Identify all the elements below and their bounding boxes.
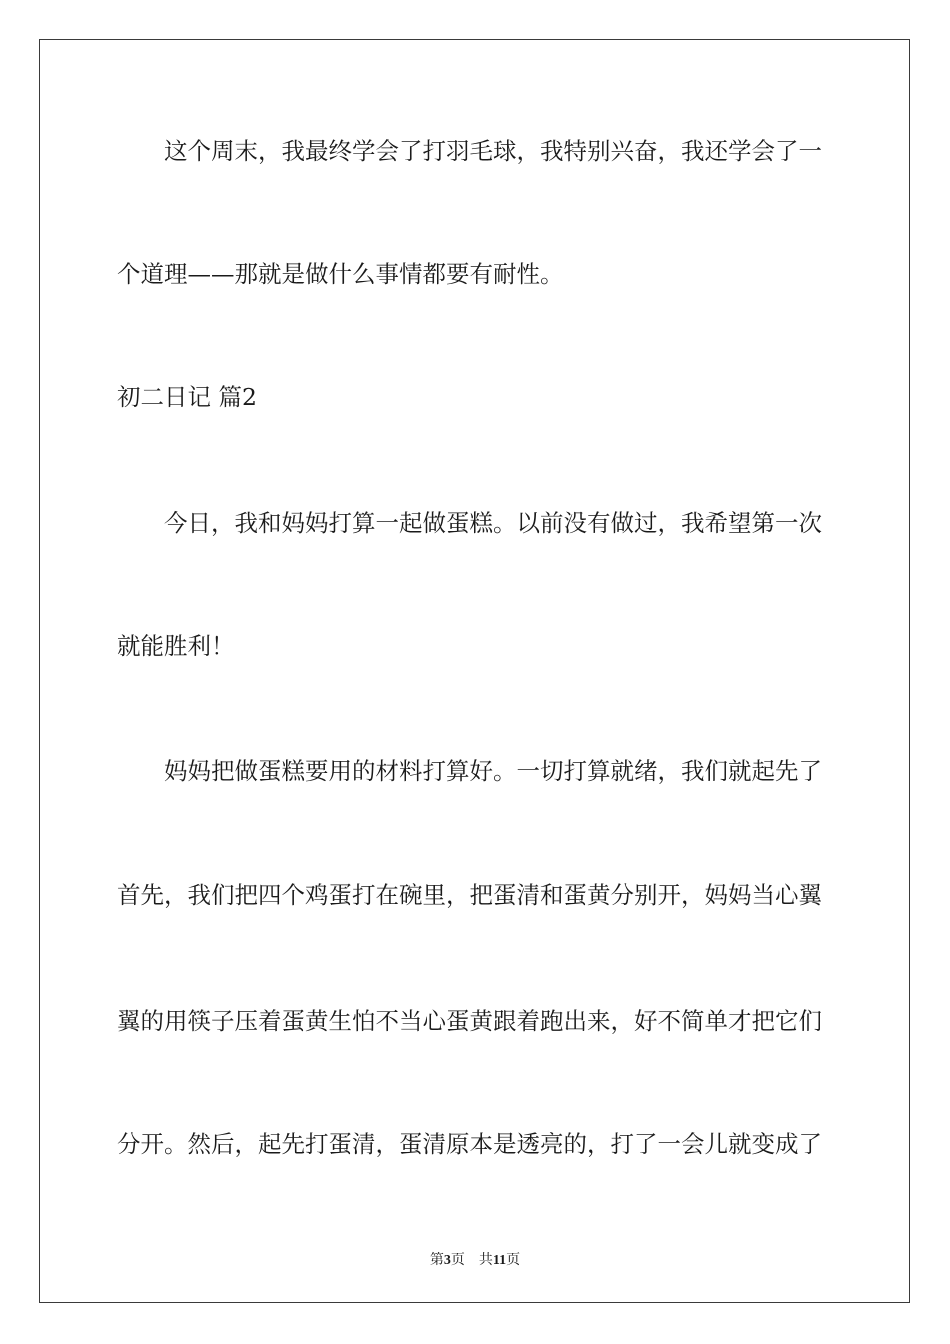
paragraph-line: 妈妈把做蛋糕要用的材料打算好。一切打算就绪，我们就起先了	[164, 757, 822, 785]
page-border	[39, 39, 910, 1303]
paragraph-line: 今日，我和妈妈打算一起做蛋糕。以前没有做过，我希望第一次	[164, 509, 822, 537]
page-footer	[0, 1249, 950, 1269]
paragraph-line: 就能胜利！	[117, 632, 235, 660]
total-pages: 11	[492, 1253, 507, 1268]
paragraph-line: 翼的用筷子压着蛋黄生怕不当心蛋黄跟着跑出来，好不简单才把它们	[117, 1007, 822, 1035]
total-prefix: 共	[478, 1253, 493, 1268]
paragraph-line: 分开。然后，起先打蛋清，蛋清原本是透亮的，打了一会儿就变成了	[117, 1130, 822, 1158]
page-number: 3	[443, 1253, 451, 1268]
page-suffix: 页	[450, 1253, 465, 1268]
paragraph-line: 个道理——那就是做什么事情都要有耐性。	[117, 260, 564, 288]
total-suffix: 页	[506, 1253, 521, 1268]
paragraph-line: 这个周末，我最终学会了打羽毛球，我特别兴奋，我还学会了一	[164, 137, 822, 165]
paragraph-line: 首先，我们把四个鸡蛋打在碗里，把蛋清和蛋黄分别开，妈妈当心翼	[117, 881, 822, 909]
page-prefix: 第	[429, 1253, 444, 1268]
section-heading: 初二日记 篇2	[117, 383, 257, 411]
